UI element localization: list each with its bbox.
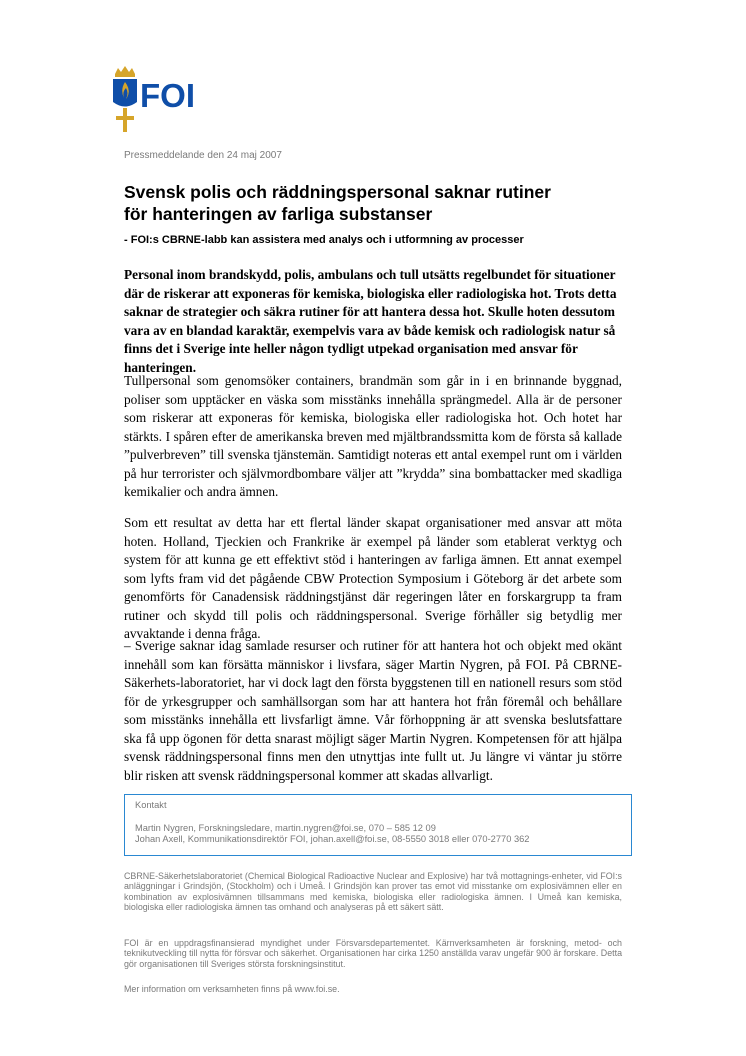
body-paragraph-1: Tullpersonal som genomsöker containers, brandmän som går in i en brinnande byggnad, poliser som upptäcker en väska som misstänks innehålla sprängmedel. Alla är de personer som riskerar att exponeras för kemiska, biologiska eller radiologiska hot. Och hotet har stärkts. I spåren efter de amerikanska breven med mjältbrandssmitta kom de första så kallade ”pulverbreven” till svenska tjänstemän. Samtidigt noteras ett antal exempel runt om i världen på hur terrorister och självmordbombare väljer att ”krydda” sina bombattacker med skadliga kemikalier och andra ämnen. bbox=[124, 373, 622, 499]
headline bbox=[124, 181, 644, 225]
contact-heading: Kontakt bbox=[135, 800, 167, 810]
subheadline: - FOI:s CBRNE-labb kan assistera med analys och i utformning av processer bbox=[124, 234, 524, 246]
headline-line-2: för hanteringen av farliga substanser bbox=[124, 204, 433, 224]
footer-cbrne-info: CBRNE-Säkerhetslaboratoriet (Chemical Biological Radioactive Nuclear and Explosive) har två mottagnings-enheter, vid FOI:s anläggningar i Grindsjön, (Stockholm) och i Umeå. I Grindsjön kan prover tas emot vid misstanke om explosivämnen eller en kombination av explosivämnen tillsammans med kemiska, biologiska eller radiologiska ämnen. I Umeå kan kemiska, biologiska eller radiologiska ämnen tas omhand och analyseras på ett säkert sätt. bbox=[124, 871, 622, 912]
headline-line-1: Svensk polis och räddningspersonal saknar rutiner bbox=[124, 182, 551, 202]
footer-foi-info: FOI är en uppdragsfinansierad myndighet under Försvarsdepartementet. Kärnverksamheten är forskning, metod- och teknikutveckling till nytta för försvar och säkerhet. Organisationen har cirka 1250 anställda varav ungefär 900 är forskare. Detta gör organisationen till Sveriges största forskningsinstitut. bbox=[124, 938, 622, 969]
lead-paragraph: Personal inom brandskydd, polis, ambulans och tull utsätts regelbundet för situationer där de riskerar att exponeras för kemiska, biologiska eller radiologiska hot. Trots detta saknar de strategier och säkra rutiner för att hantera dessa hot. Skulle hoten dessutom vara av en blandad karaktär, exempelvis vara av både kemisk och radiologisk natur så finns det i Sverige inte heller någon tydligt utpekad organisation med ansvar för hanteringen. bbox=[124, 267, 617, 375]
release-date: Pressmeddelande den 24 maj 2007 bbox=[124, 150, 282, 161]
foi-logo-text: FOI bbox=[140, 77, 195, 114]
crown-torch-emblem-icon bbox=[110, 64, 140, 134]
body-paragraph-3: – Sverige saknar idag samlade resurser och rutiner för att hantera hot och objekt med okänt innehåll som kan försätta människor i livsfara, säger Martin Nygren, på FOI. På CBRNE-Säkerhets-laboratoriet, har vi dock lagt den första byggstenen till en nationell resurs som stöd för de yrkesgrupper och samhällsorgan som har att hantera hot från föremål och behållare som misstänks innehålla ett livsfarligt ämne. Vår förhoppning är att svenska beslutsfattare ska få upp ögonen för detta snarast möjligt säger Martin Nygren. Kompetensen för att hjälpa svensk räddningspersonal finns men den utnyttjas inte fullt ut. Ju längre vi väntar ju större blir risken att svensk räddningspersonal kommer att skadas allvarligt. bbox=[124, 638, 622, 783]
contact-martin-nygren: Martin Nygren, Forskningsledare, martin.nygren@foi.se, 070 – 585 12 09 bbox=[135, 823, 436, 833]
foi-logo bbox=[110, 64, 210, 134]
contact-johan-axell: Johan Axell, Kommunikationsdirektör FOI, johan.axell@foi.se, 08-5550 3018 eller 070-2770 362 bbox=[135, 834, 530, 844]
contact-box bbox=[124, 794, 632, 856]
footer-more-info: Mer information om verksamheten finns på www.foi.se. bbox=[124, 984, 340, 994]
body-paragraph-2: Som ett resultat av detta har ett flertal länder skapat organisationer med ansvar att möta hoten. Holland, Tjeckien och Frankrike är exempel på länder som etablerat verktyg och system för att kunna ge ett effektivt stöd i hanteringen av farliga ämnen. Ett annat exempel som lyfts fram vid det pågående CBW Protection Symposium i Göteborg är det arbete som genomförts för Canadensisk räddningstjänst där regeringen låter en forskargrupp ta fram rutiner och skydd till polis och räddningspersonal. Sverige förhåller sig betydlig mer avvaktande i denna fråga. bbox=[124, 515, 622, 641]
